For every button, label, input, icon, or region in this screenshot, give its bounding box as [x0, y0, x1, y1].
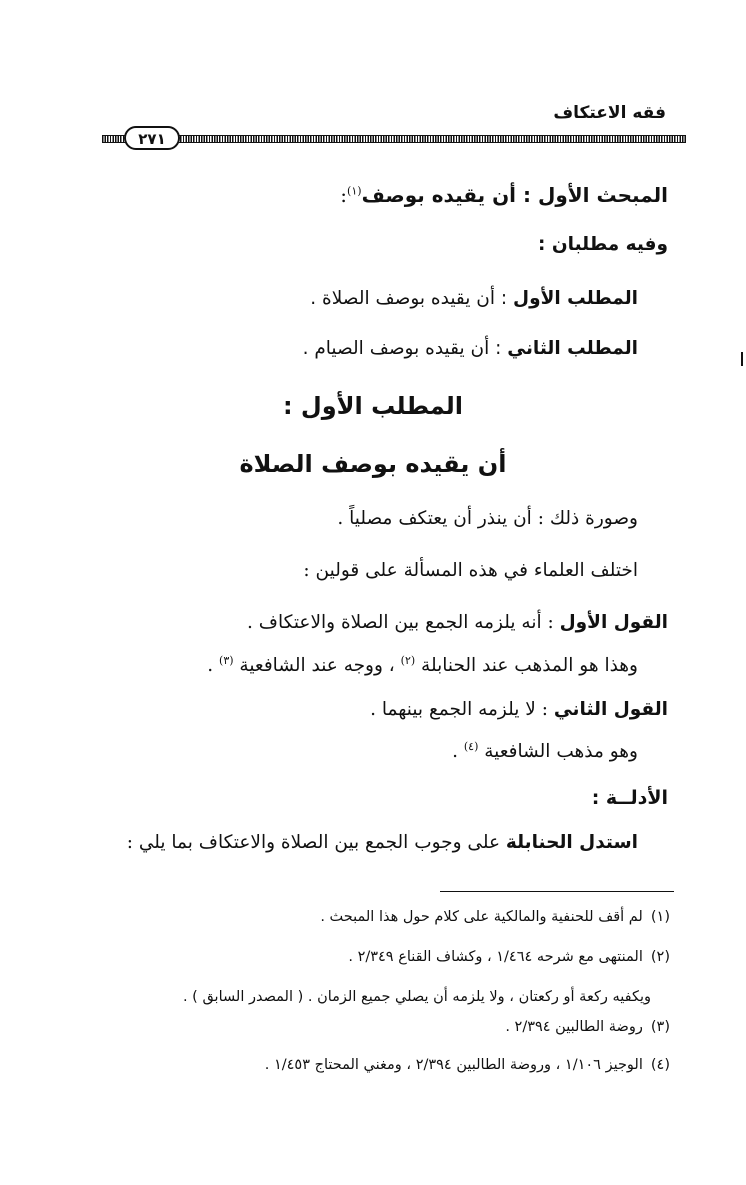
footnote-ref-1: (١) — [347, 184, 362, 198]
wahadha-text-b: ، ووجه عند الشافعية — [233, 655, 401, 676]
section-heading: المطلب الأول : — [282, 392, 464, 420]
footnote-number: (٣) — [650, 1019, 670, 1035]
footnote-3 — [505, 1019, 670, 1035]
qawl1-line — [247, 612, 668, 633]
wahuwa-line — [452, 741, 638, 762]
footnote-4 — [265, 1057, 670, 1073]
page-number: ٢٧١ — [124, 126, 180, 150]
qawl1-label: القول الأول — [559, 612, 668, 633]
wafih-line: وفيه مطلبان : — [538, 234, 668, 255]
istadal-text: على وجوب الجمع بين الصلاة والاعتكاف بما يلي : — [126, 832, 506, 853]
footnote-separator — [440, 891, 674, 892]
matlab1-label: المطلب الأول — [513, 288, 638, 309]
footnote-text: ويكفيه ركعة أو ركعتان ، ولا يلزمه أن يصلي جميع الزمان . ( المصدر السابق ) . — [182, 989, 651, 1005]
adilla-heading: الأدلــة : — [591, 787, 668, 809]
footnote-2-continuation — [183, 989, 651, 1005]
mabhath-label: المبحث الأول — [537, 183, 668, 207]
mabhath-text: : أن يقيده بوصف — [361, 183, 538, 207]
running-title: فقه الاعتكاف — [553, 103, 666, 123]
qawl1-text: : أنه يلزمه الجمع بين الصلاة والاعتكاف . — [247, 612, 560, 633]
matlab2-line — [303, 338, 638, 359]
footnote-ref-2: (٢) — [400, 653, 416, 667]
qawl2-text: : لا يلزمه الجمع بينهما . — [370, 699, 554, 720]
footnote-2 — [348, 949, 670, 965]
scan-speck — [741, 352, 743, 366]
istadal-line — [127, 832, 638, 853]
wahadha-line — [207, 655, 638, 676]
qawl2-label: القول الثاني — [553, 699, 668, 720]
footnote-number: (٢) — [650, 949, 670, 965]
mabhath-colon: : — [340, 183, 348, 207]
matlab2-label: المطلب الثاني — [507, 338, 638, 359]
wahadha-text-a: وهذا هو المذهب عند الحنابلة — [415, 655, 638, 676]
sura-line: وصورة ذلك : أن ينذر أن يعتكف مصلياً . — [337, 508, 638, 529]
footnote-text: المنتهى مع شرحه ١/٤٦٤ ، وكشاف القناع ٢/٣٤٩ . — [348, 949, 643, 965]
footnote-ref-4: (٤) — [463, 739, 479, 753]
header-rule — [110, 135, 686, 143]
footnote-ref-3: (٣) — [219, 653, 234, 667]
ikhtalaf-line: اختلف العلماء في هذه المسألة على قولين : — [303, 560, 638, 581]
matlab1-text: : أن يقيده بوصف الصلاة . — [310, 288, 514, 309]
footnote-number: (١) — [650, 909, 670, 925]
qawl2-line — [370, 699, 668, 720]
wahadha-end: . — [207, 655, 220, 676]
footnote-1 — [320, 909, 670, 925]
matlab1-line — [310, 288, 638, 309]
footnote-text: لم أقف للحنفية والمالكية على كلام حول هذا المبحث . — [320, 909, 643, 925]
wahuwa-end: . — [452, 741, 464, 762]
wahuwa-text: وهو مذهب الشافعية — [478, 741, 638, 762]
istadal-label: استدل الحنابلة — [505, 832, 638, 853]
footnote-number: (٤) — [650, 1057, 670, 1073]
footnote-text: روضة الطالبين ٢/٣٩٤ . — [505, 1019, 643, 1035]
mabhath-line — [340, 183, 668, 207]
matlab2-text: : أن يقيده بوصف الصيام . — [302, 338, 508, 359]
footnote-text: الوجيز ١/١٠٦ ، وروضة الطالبين ٢/٣٩٤ ، ومغني المحتاج ١/٤٥٣ . — [264, 1057, 643, 1073]
section-subheading: أن يقيده بوصف الصلاة — [239, 450, 507, 478]
